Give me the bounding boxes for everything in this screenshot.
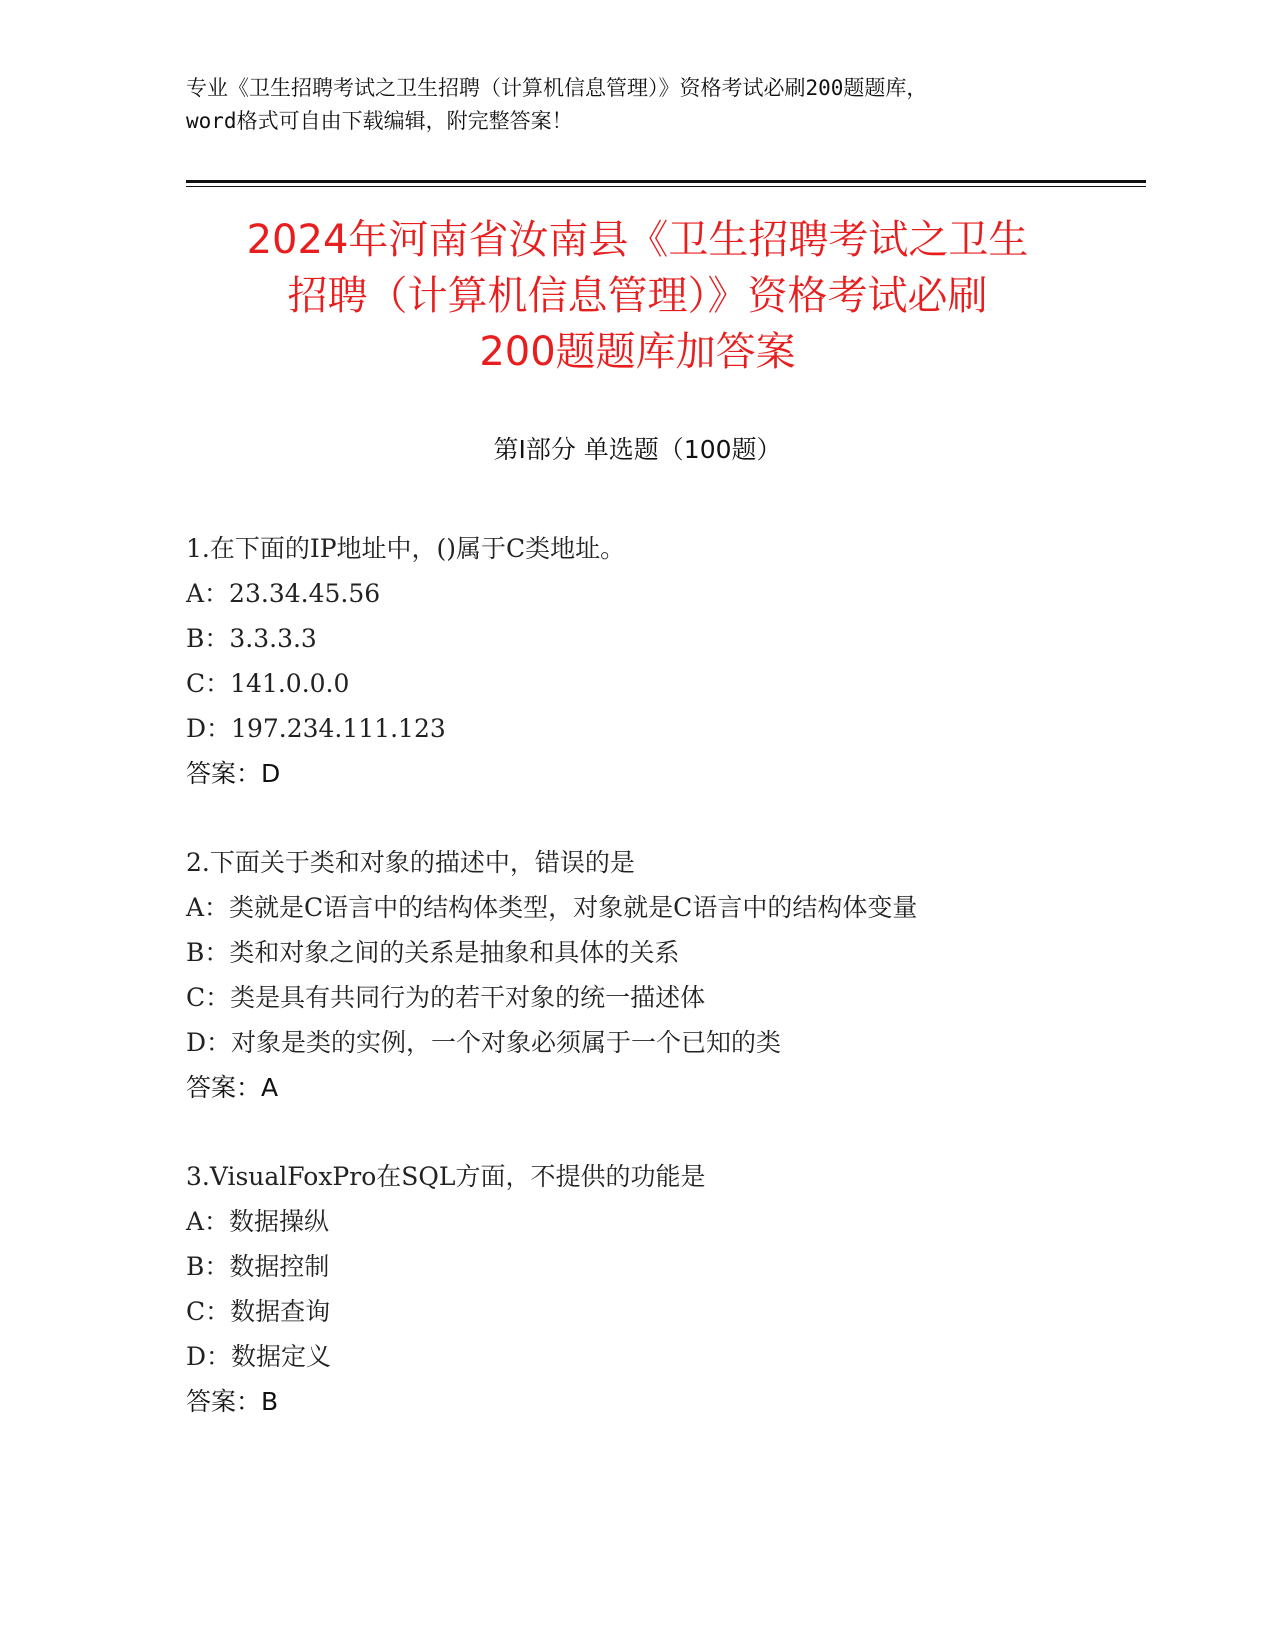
option-a: A：数据操纵 bbox=[186, 1207, 330, 1236]
section-title: 第Ⅰ部分 单选题（100题） bbox=[493, 435, 782, 464]
header-divider-thin bbox=[186, 186, 1146, 187]
option-d: D：数据定义 bbox=[186, 1342, 332, 1371]
option-d: D：197.234.111.123 bbox=[186, 714, 446, 743]
option-a: A：23.34.45.56 bbox=[186, 579, 381, 608]
title-line-3: 200题题库加答案 bbox=[479, 329, 796, 375]
answer-line: 答案：D bbox=[186, 759, 281, 788]
answer-line: 答案：A bbox=[186, 1073, 279, 1102]
question-item bbox=[186, 526, 1136, 796]
answer-line: 答案：B bbox=[186, 1387, 279, 1416]
option-d: D：对象是类的实例，一个对象必须属于一个已知的类 bbox=[186, 1028, 782, 1057]
option-c: C：141.0.0.0 bbox=[186, 669, 350, 698]
option-b: B：类和对象之间的关系是抽象和具体的关系 bbox=[186, 938, 680, 967]
question-stem: 1.在下面的IP地址中，()属于C类地址。 bbox=[186, 534, 626, 563]
option-b: B：数据控制 bbox=[186, 1252, 330, 1281]
option-a: A：类就是C语言中的结构体类型，对象就是C语言中的结构体变量 bbox=[186, 893, 918, 922]
question-stem: 3.VisualFoxPro在SQL方面，不提供的功能是 bbox=[186, 1162, 706, 1191]
document-header bbox=[186, 72, 1086, 138]
document-title bbox=[140, 212, 1135, 380]
question-list bbox=[186, 526, 1136, 1468]
question-item bbox=[186, 840, 1136, 1110]
header-line-2: word格式可自由下载编辑，附完整答案！ bbox=[186, 109, 573, 133]
question-stem: 2.下面关于类和对象的描述中，错误的是 bbox=[186, 848, 635, 877]
title-line-1: 2024年河南省汝南县《卫生招聘考试之卫生 bbox=[246, 217, 1029, 263]
option-c: C：类是具有共同行为的若干对象的统一描述体 bbox=[186, 983, 706, 1012]
title-line-2: 招聘（计算机信息管理）》资格考试必刷 bbox=[287, 273, 988, 319]
option-c: C：数据查询 bbox=[186, 1297, 331, 1326]
question-item bbox=[186, 1154, 1136, 1424]
option-b: B：3.3.3.3 bbox=[186, 624, 317, 653]
header-line-1: 专业《卫生招聘考试之卫生招聘（计算机信息管理）》资格考试必刷200题题库， bbox=[186, 76, 928, 100]
header-divider-thick bbox=[186, 180, 1146, 183]
